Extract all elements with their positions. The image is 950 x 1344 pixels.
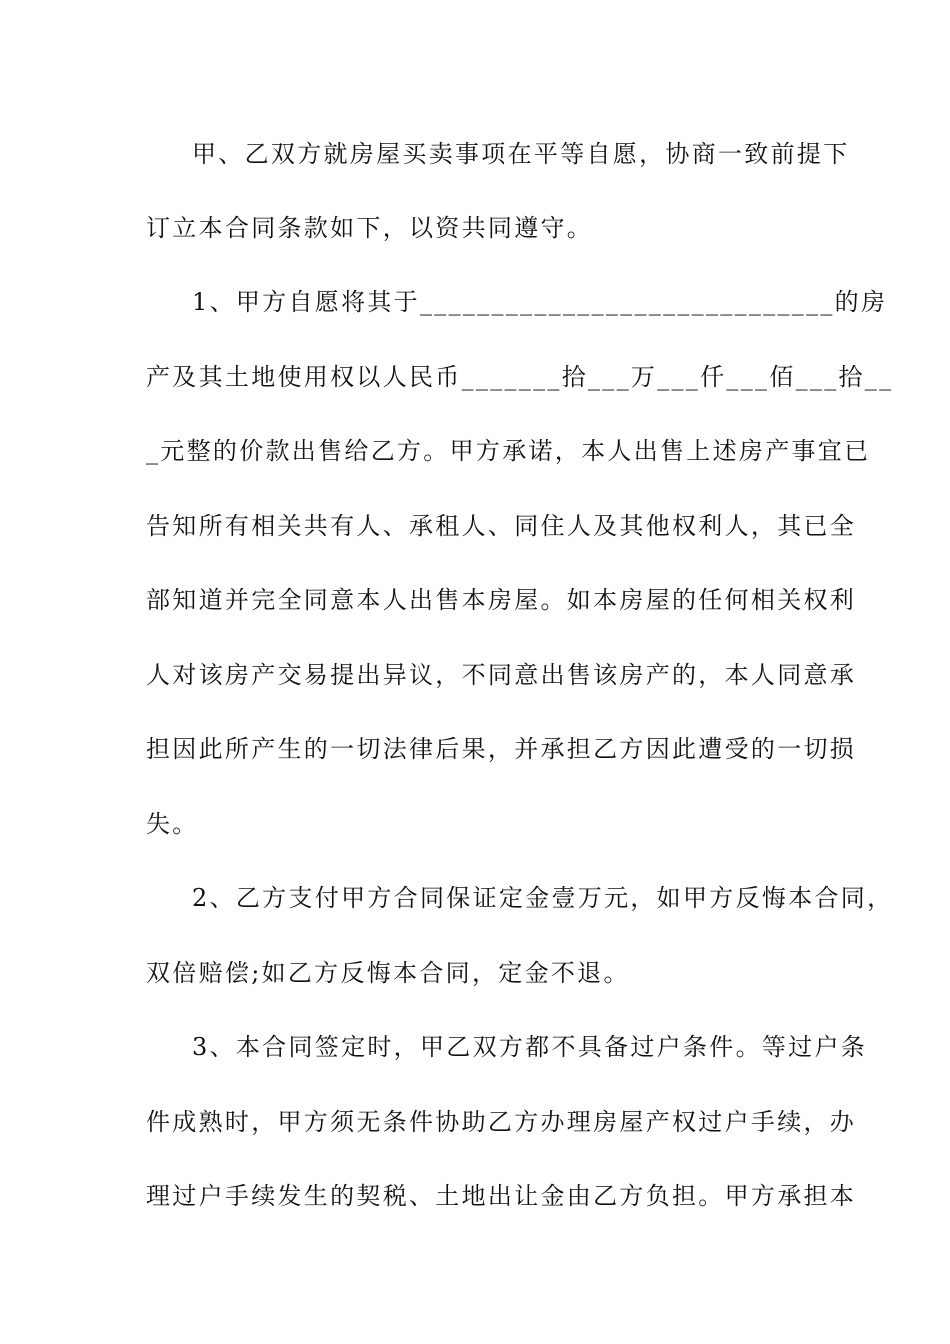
- clause-3-line-1: 3、本合同签定时，甲乙双方都不具备过户条件。等过户条: [192, 1033, 868, 1061]
- clause-1-line-4: 告知所有相关共有人、承租人、同住人及其他权利人，其已全: [146, 512, 857, 540]
- clause-3-line-3: 理过户手续发生的契税、土地出让金由乙方负担。甲方承担本: [146, 1182, 857, 1210]
- clause-2-line-1: 2、乙方支付甲方合同保证定金壹万元，如甲方反悔本合同，: [192, 884, 894, 912]
- clause-1-line-3: _元整的价款出售给乙方。甲方承诺，本人出售上述房产事宜已: [146, 437, 871, 465]
- clause-3-line-2: 件成熟时，甲方须无条件协助乙方办理房屋产权过户手续，办: [146, 1108, 857, 1136]
- clause-1-line-8: 失。: [146, 810, 199, 838]
- paragraph-intro-line-2: 订立本合同条款如下，以资共同遵守。: [146, 214, 594, 242]
- paragraph-intro-line-1: 甲、乙双方就房屋买卖事项在平等自愿，协商一致前提下: [192, 140, 850, 168]
- clause-1-line-2: 产及其土地使用权以人民币_______拾___万___仟___佰___拾__: [146, 363, 894, 391]
- clause-1-line-6: 人对该房产交易提出异议，不同意出售该房产的，本人同意承: [146, 661, 857, 689]
- clause-1-line-5: 部知道并完全同意本人出售本房屋。如本房屋的任何相关权利: [146, 586, 857, 614]
- clause-1-line-7: 担因此所产生的一切法律后果，并承担乙方因此遭受的一切损: [146, 735, 857, 763]
- clause-1-line-1: 1、甲方自愿将其于_____________________________的房: [192, 288, 888, 316]
- clause-2-line-2: 双倍赔偿;如乙方反悔本合同，定金不退。: [146, 959, 630, 987]
